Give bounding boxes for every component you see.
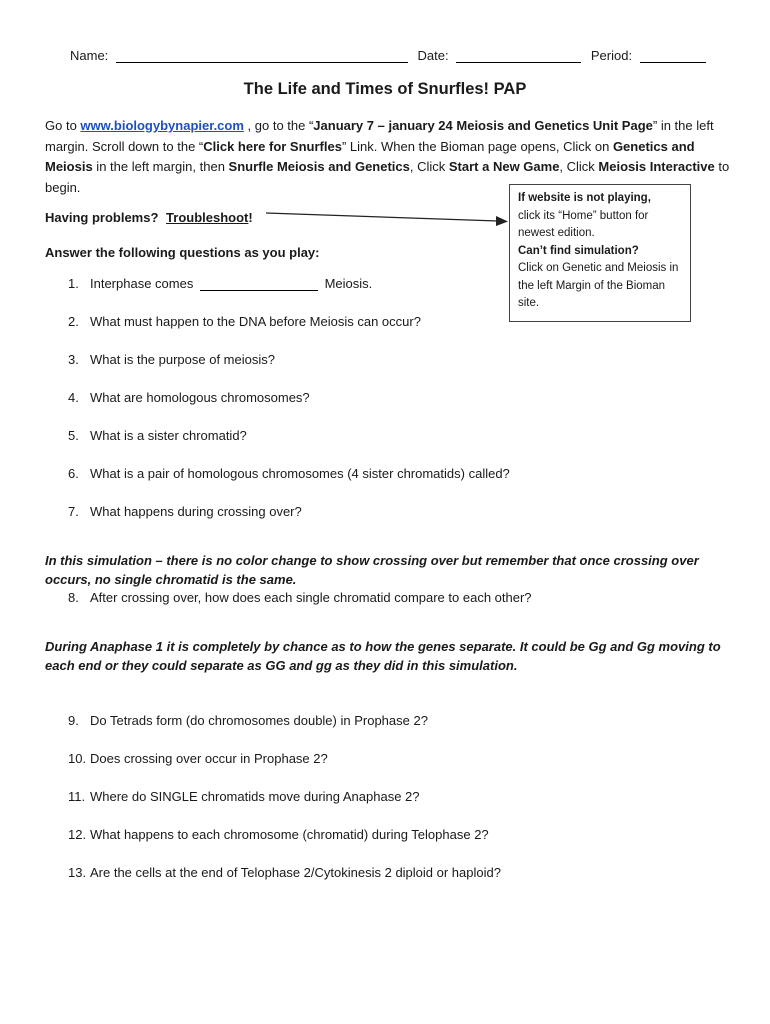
header-row (70, 48, 706, 63)
arrow-icon (262, 205, 510, 229)
question-1 (68, 276, 372, 291)
question-10 (68, 751, 328, 766)
problems-suffix: ! (248, 210, 253, 225)
question-11 (68, 789, 420, 804)
name-label: Name: (70, 48, 109, 63)
intro-text: ” Link. When the Bioman page opens, Click on (341, 138, 613, 154)
question-text: What is a pair of homologous chromosomes (4 sister chromatids) called? (90, 466, 510, 481)
question-4 (68, 390, 310, 405)
problems-line (45, 210, 253, 225)
question-number: 4. (68, 390, 79, 405)
question-7 (68, 504, 302, 519)
question-5 (68, 428, 247, 443)
question-9 (68, 713, 428, 728)
intro-text: Go to (45, 118, 81, 133)
date-label: Date: (417, 48, 449, 63)
genetics-meiosis-name: Genetics and Meiosis (45, 138, 695, 174)
question-text: Do Tetrads form (do chromosomes double) in Prophase 2? (90, 713, 428, 728)
question-2 (68, 314, 421, 329)
question-number: 1. (68, 276, 79, 291)
question-number: 10. (68, 751, 87, 766)
instructions: Answer the following questions as you play: (45, 245, 320, 260)
question-number: 13. (68, 865, 87, 880)
help-heading: If website is not playing, (518, 192, 651, 204)
question-3 (68, 352, 275, 367)
question-number: 7. (68, 504, 79, 519)
name-field[interactable] (116, 49, 182, 63)
question-number: 9. (68, 713, 79, 728)
question-text: What happens during crossing over? (90, 504, 302, 519)
question-13 (68, 865, 501, 880)
anaphase-note: During Anaphase 1 it is completely by chance as to how the genes separate. It could be Gg and Gg moving to each end or they could separate as GG and gg as they did in this simulation. (45, 639, 721, 673)
intro-text: , Click (559, 159, 599, 174)
page-title: The Life and Times of Snurfles! PAP (243, 80, 527, 98)
question-text: Where do SINGLE chromatids move during Anaphase 2? (90, 789, 420, 804)
period-field[interactable] (640, 49, 706, 63)
intro-text: , Click (409, 159, 449, 174)
question-12 (68, 827, 489, 842)
name-field-extension[interactable] (182, 49, 408, 63)
question-number: 11. (68, 789, 86, 804)
crossing-over-note: In this simulation – there is no color change to show crossing over but remember that once crossing over occurs, no single chromatid is the same. (45, 553, 699, 587)
intro-text: ” in the left margin. Scroll down to the “ (45, 118, 714, 154)
question-number: 6. (68, 466, 79, 481)
website-link[interactable]: www.biologybynapier.com (80, 118, 244, 133)
question-text: Are the cells at the end of Telophase 2/Cytokinesis 2 diploid or haploid? (90, 865, 501, 880)
question-text: Does crossing over occur in Prophase 2? (90, 751, 328, 766)
intro-text: to begin. (45, 159, 730, 195)
intro-text: in the left margin, then (92, 159, 229, 174)
intro-text: , go to the “ (243, 118, 314, 133)
meiosis-interactive-name: Meiosis Interactive (598, 159, 715, 174)
question-text: Meiosis. (324, 276, 373, 291)
help-text: Click on Genetic and Meiosis in the left Margin of the Bioman site. (518, 262, 679, 309)
question-number: 3. (68, 352, 79, 367)
question-text: What is the purpose of meiosis? (90, 352, 275, 367)
answer-blank[interactable] (200, 277, 318, 291)
question-8 (68, 590, 532, 605)
start-game-name: Start a New Game (448, 159, 560, 174)
question-text: What must happen to the DNA before Meiosis can occur? (90, 314, 421, 329)
date-field[interactable] (456, 49, 581, 63)
question-text: After crossing over, how does each single chromatid compare to each other? (90, 590, 532, 605)
help-box (509, 184, 691, 322)
question-text: Interphase comes (90, 276, 194, 291)
period-label: Period: (590, 48, 633, 63)
question-number: 2. (68, 314, 79, 329)
help-heading: Can’t find simulation? (518, 244, 639, 257)
question-number: 12. (68, 827, 87, 842)
unit-page-name: January 7 – january 24 Meiosis and Genetics Unit Page (313, 118, 653, 133)
snurfle-meiosis-name: Snurfle Meiosis and Genetics (228, 159, 410, 174)
question-text: What is a sister chromatid? (90, 428, 247, 443)
help-text: click its “Home” button for newest edition. (518, 209, 649, 239)
troubleshoot-link[interactable]: Troubleshoot (166, 210, 249, 225)
question-6 (68, 466, 510, 481)
question-text: What are homologous chromosomes? (90, 390, 310, 405)
question-number: 5. (68, 428, 79, 443)
snurfles-link-name: Click here for Snurfles (203, 138, 342, 154)
problems-label: Having problems? (45, 210, 159, 225)
question-number: 8. (68, 590, 79, 605)
question-text: What happens to each chromosome (chromatid) during Telophase 2? (90, 827, 489, 842)
